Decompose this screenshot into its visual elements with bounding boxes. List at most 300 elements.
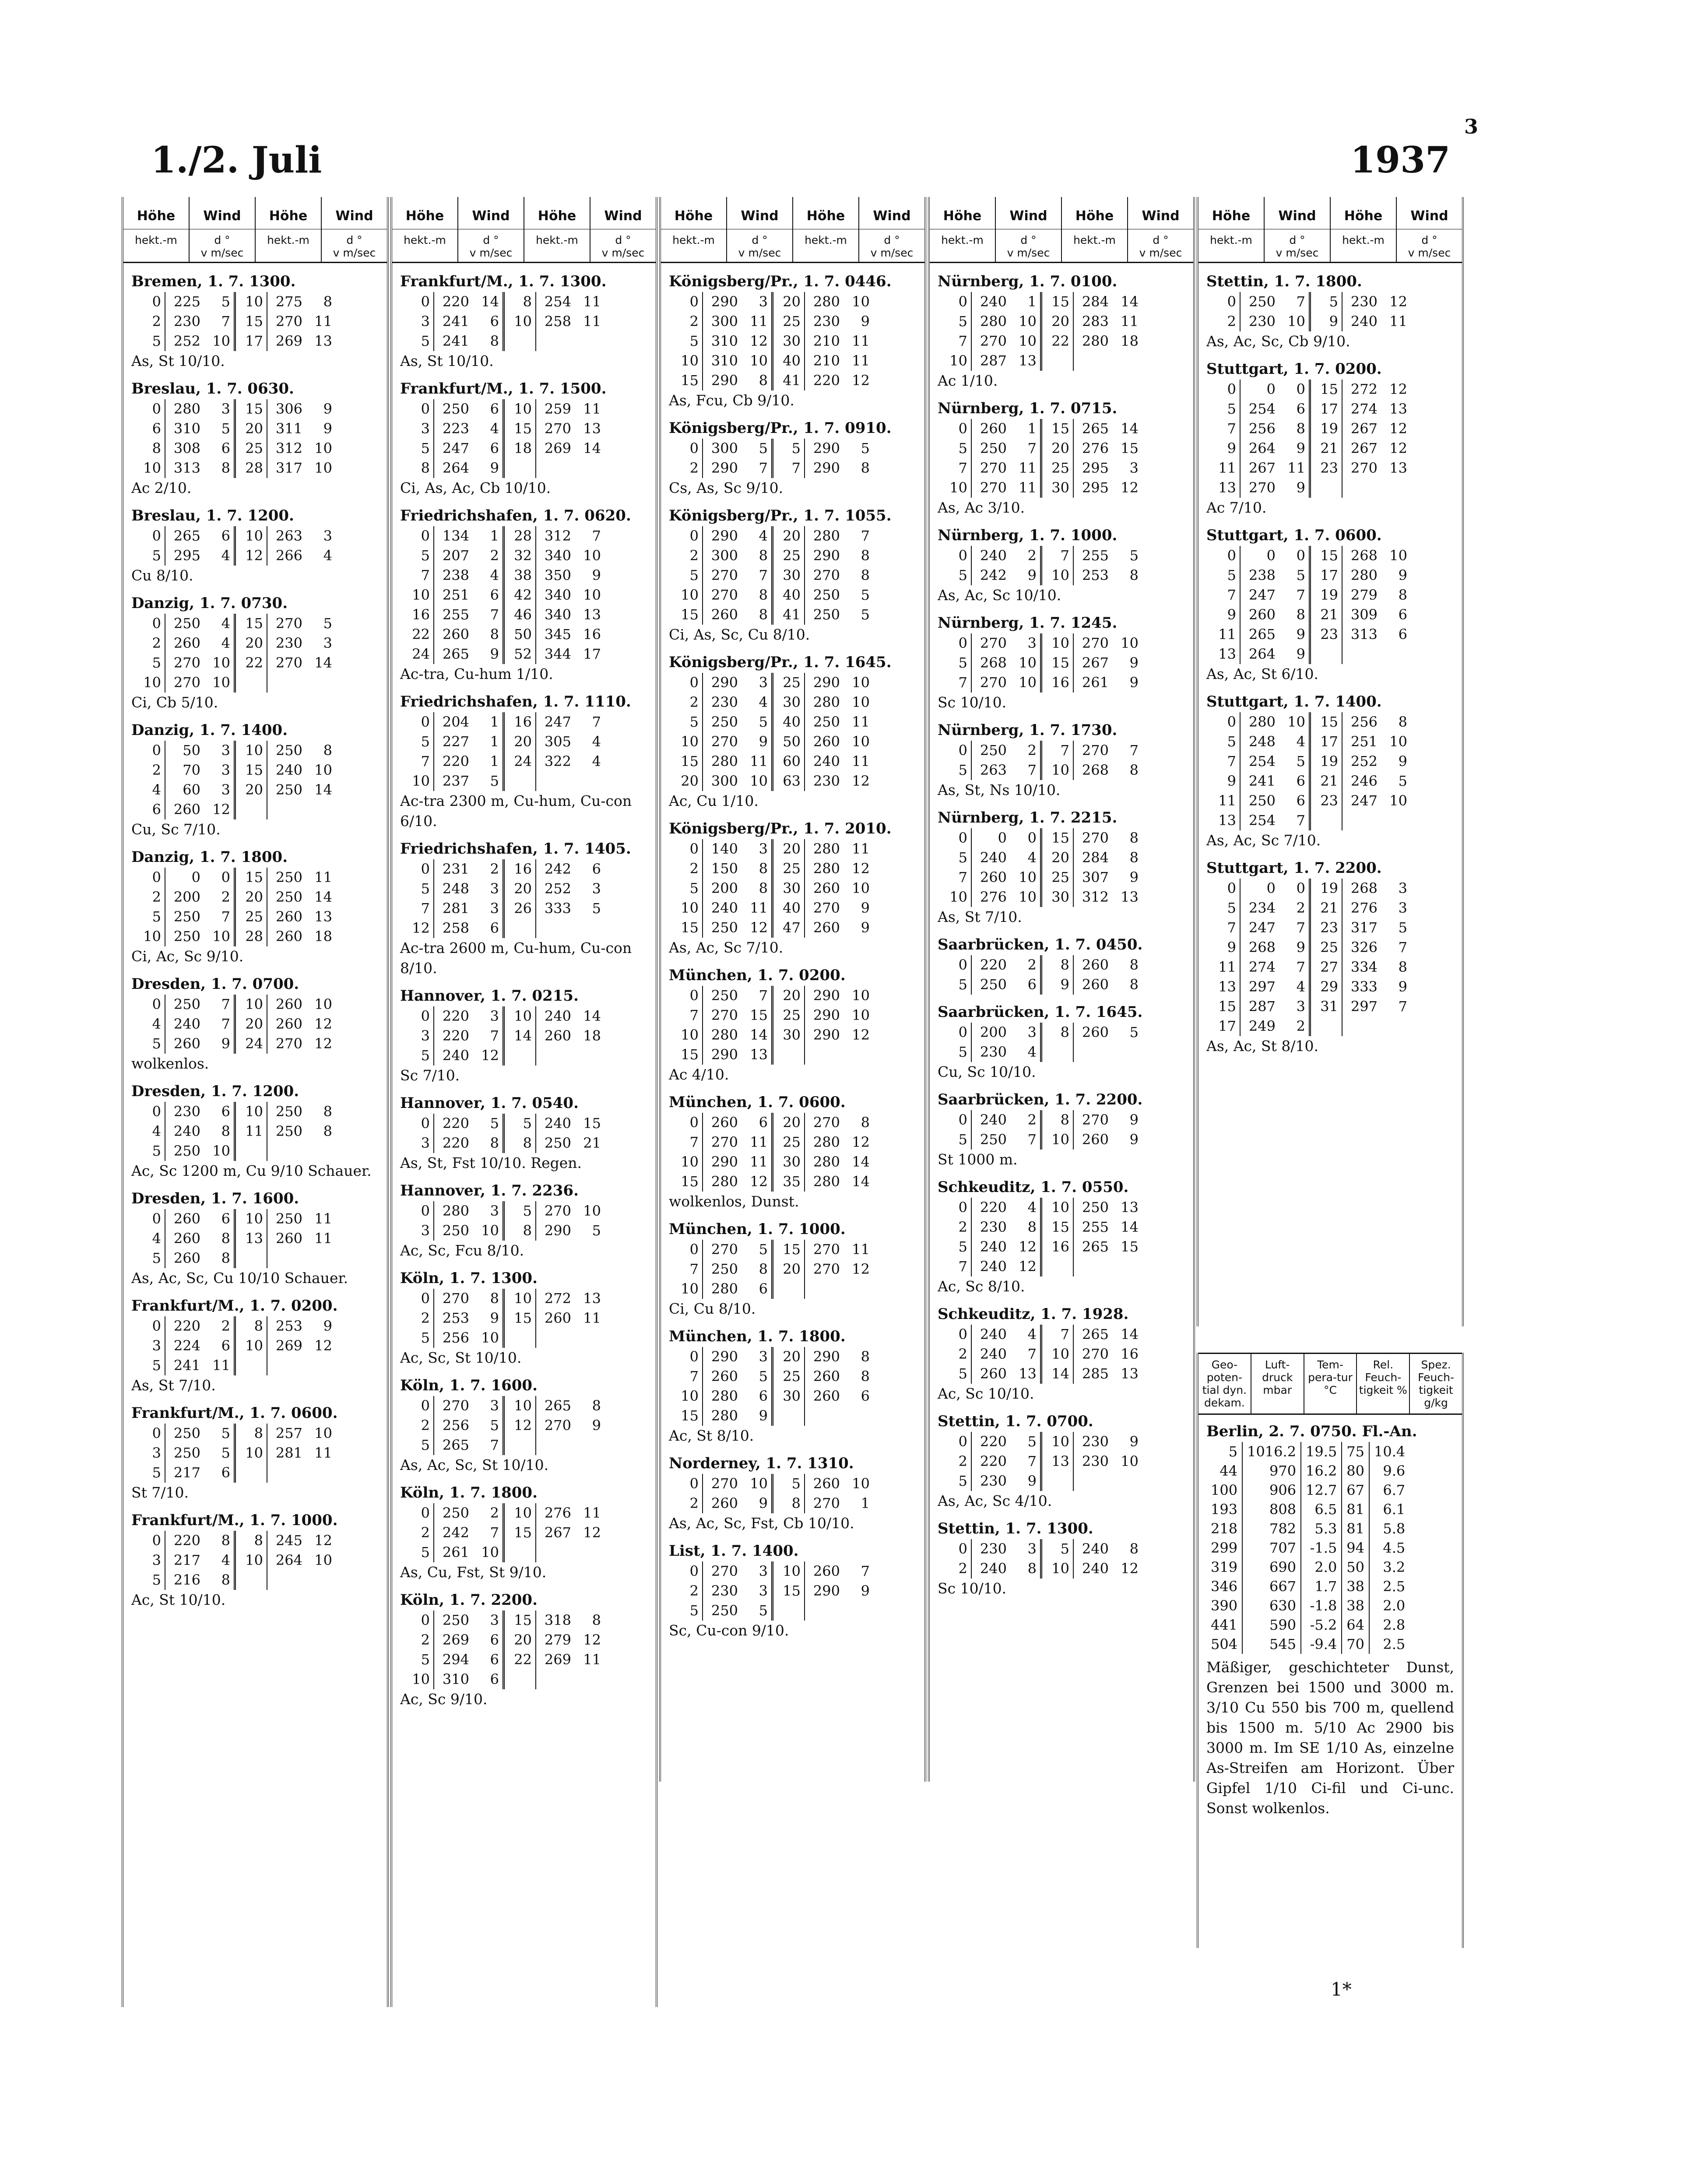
direction-cell: 220 (813, 372, 840, 389)
station-title: Danzig, 1. 7. 1400. (131, 721, 288, 739)
direction-cell: 268 (1082, 762, 1109, 778)
direction-cell (1073, 1257, 1112, 1276)
table-row (403, 1006, 604, 1026)
altitude-cell: 5 (1310, 292, 1343, 312)
direction-cell: 311 (275, 420, 302, 437)
altitude-cell: 10 (134, 927, 165, 946)
header-wind-label: Wind (1265, 197, 1330, 229)
speed-cell: 15 (1121, 1238, 1139, 1255)
altitude-cell: 14 (504, 1026, 536, 1046)
direction-cell: 250 (980, 976, 1007, 993)
altitude-cell: 30 (773, 1152, 805, 1172)
spec-humidity-cell: 2.5 (1383, 1578, 1406, 1595)
speed-cell: 6 (1279, 399, 1310, 419)
speed-cell: 6 (204, 526, 235, 546)
direction-cell (267, 1141, 306, 1161)
speed-cell: 9 (592, 567, 601, 584)
direction-cell: 260 (544, 1310, 571, 1326)
direction-cell: 267 (1350, 440, 1378, 457)
altitude-cell: 25 (773, 312, 805, 331)
speed-cell: 13 (1121, 1365, 1139, 1382)
speed-cell: 11 (742, 752, 773, 771)
speed-cell: 8 (204, 1122, 235, 1141)
wind-table (403, 292, 605, 351)
direction-cell: 207 (442, 547, 469, 564)
table-row (671, 351, 873, 371)
speed-cell: 3 (323, 635, 332, 651)
spec-humidity-cell: 6.7 (1383, 1482, 1406, 1498)
altitude-cell: 3 (403, 419, 434, 439)
speed-cell: 3 (742, 673, 773, 693)
altitude-cell: 9 (1209, 439, 1240, 458)
direction-cell: 250 (275, 781, 302, 798)
cloud-remark: Ac, Sc, Fcu 8/10. (400, 1242, 524, 1259)
altitude-cell: 10 (940, 887, 971, 907)
speed-cell: 10 (1121, 1453, 1139, 1470)
altitude-cell: 10 (1041, 1432, 1074, 1452)
altitude-cell: 9 (1209, 938, 1240, 957)
speed-cell: 8 (473, 625, 504, 644)
header-direction-unit: d ° (214, 234, 230, 246)
table-row (403, 1670, 604, 1689)
speed-cell: 10 (314, 1552, 332, 1568)
speed-cell: 2 (1010, 546, 1041, 566)
table-row (940, 741, 1142, 760)
direction-cell: 268 (980, 654, 1007, 671)
table-row (671, 371, 873, 390)
direction-cell: 280 (173, 401, 200, 417)
altitude-cell: 7 (671, 1006, 703, 1025)
direction-cell: 290 (813, 1582, 840, 1599)
direction-cell: 280 (1350, 567, 1378, 584)
table-row (134, 1336, 336, 1356)
altitude-cell: 63 (773, 771, 805, 791)
table-row (940, 419, 1142, 439)
speed-cell: 3 (473, 879, 504, 899)
header-hoehe (524, 197, 590, 262)
speed-cell: 9 (1129, 654, 1139, 671)
altitude-cell (235, 1463, 267, 1483)
altitude-cell: 2 (671, 546, 703, 566)
direction-cell: 280 (813, 293, 840, 310)
altitude-cell: 20 (773, 986, 805, 1006)
altitude-cell: 7 (1209, 585, 1240, 605)
altitude-cell (504, 458, 536, 478)
speed-cell (1381, 1016, 1411, 1036)
direction-cell: 224 (173, 1337, 200, 1354)
direction-cell: 220 (442, 1135, 469, 1151)
rel-humidity-cell: 81 (1342, 1500, 1369, 1519)
table-row (403, 625, 604, 644)
speed-cell: 2 (1010, 955, 1041, 975)
altitude-cell: 16 (504, 859, 536, 879)
speed-cell: 13 (1010, 351, 1041, 371)
altitude-cell: 15 (235, 614, 267, 633)
direction-cell: 250 (173, 928, 200, 945)
altitude-cell: 10 (403, 771, 434, 791)
table-row (1209, 977, 1411, 997)
speed-cell: 7 (1279, 918, 1310, 938)
speed-cell (306, 1570, 336, 1590)
direction-cell: 220 (442, 1027, 469, 1044)
header-wind-label: Wind (859, 197, 924, 229)
cloud-remark: As, Fcu, Cb 9/10. (669, 392, 794, 409)
speed-cell: 12 (852, 1134, 870, 1150)
temperature-cell: -9.4 (1301, 1635, 1342, 1654)
wind-table (403, 1114, 605, 1153)
direction-cell: 265 (544, 1397, 571, 1414)
cloud-remark: Ac, Sc 1200 m, Cu 9/10 Schauer. (131, 1162, 372, 1179)
speed-cell: 11 (852, 352, 870, 369)
altitude-cell: 10 (940, 351, 971, 371)
altitude-cell: 5 (403, 439, 434, 458)
station-title: Dresden, 1. 7. 0700. (131, 975, 299, 993)
direction-cell: 279 (1350, 587, 1378, 603)
table-row (134, 312, 336, 331)
direction-cell (805, 1406, 843, 1426)
station-title: Frankfurt/M., 1. 7. 1500. (400, 380, 607, 397)
station-observation (938, 934, 1185, 995)
wind-table (940, 1198, 1142, 1276)
direction-cell: 200 (711, 880, 738, 897)
direction-cell: 260 (813, 1563, 840, 1579)
speed-cell: 12 (742, 331, 773, 351)
speed-cell: 7 (742, 566, 773, 585)
direction-cell: 240 (980, 849, 1007, 866)
altitude-cell: 5 (1209, 732, 1240, 752)
speed-cell (306, 800, 336, 819)
altitude-cell: 7 (1209, 419, 1240, 439)
altitude-cell: 25 (235, 907, 267, 927)
speed-cell: 4 (1010, 1325, 1041, 1344)
speed-cell: 8 (1398, 959, 1407, 975)
altitude-cell: 14 (1041, 1364, 1074, 1384)
direction-cell: 0 (998, 830, 1007, 846)
header-direction-unit: d ° (615, 234, 631, 246)
direction-cell: 248 (442, 880, 469, 897)
speed-cell: 3 (592, 880, 601, 897)
speed-cell: 3 (473, 899, 504, 918)
table-row (1209, 1016, 1411, 1036)
direction-cell: 270 (980, 674, 1007, 691)
speed-cell: 5 (473, 771, 504, 791)
speed-cell: 5 (1398, 773, 1407, 789)
altitude-cell: 15 (671, 1045, 703, 1065)
table-row (1209, 644, 1411, 664)
direction-cell: 231 (442, 861, 469, 877)
speed-cell: 6 (592, 861, 601, 877)
speed-cell (575, 1046, 604, 1065)
direction-cell: 238 (442, 567, 469, 584)
table-row (1206, 1558, 1409, 1577)
altitude-cell: 42 (504, 585, 536, 605)
altitude-cell: 15 (1310, 712, 1343, 732)
speed-cell: 3 (742, 839, 773, 859)
table-row (1209, 566, 1411, 585)
header-units (322, 229, 387, 262)
table-row (671, 1045, 873, 1065)
altitude-cell: 17 (1310, 399, 1343, 419)
table-row (940, 975, 1142, 995)
speed-cell: 10 (204, 927, 235, 946)
header-wind-label: Wind (590, 197, 656, 229)
altitude-cell (1041, 1257, 1074, 1276)
speed-cell: 13 (742, 1045, 773, 1065)
altitude-cell: 21 (1310, 605, 1343, 625)
altitude-cell: 5 (940, 1364, 971, 1384)
direction-cell: 269 (275, 333, 302, 349)
wind-table (403, 859, 605, 938)
table-row (134, 760, 336, 780)
speed-cell: 3 (1129, 460, 1139, 476)
station-observation (131, 271, 379, 371)
altitude-cell: 5 (134, 1248, 165, 1268)
direction-cell: 260 (275, 908, 302, 925)
direction-cell: 254 (1248, 753, 1276, 770)
speed-cell: 1 (473, 526, 504, 546)
altitude-cell: 30 (773, 879, 805, 898)
table-row (134, 419, 336, 439)
cloud-remark: Sc, Cu-con 9/10. (669, 1622, 789, 1639)
direction-cell: 279 (544, 1632, 571, 1648)
direction-cell (267, 1356, 306, 1375)
station-title: Frankfurt/M., 1. 7. 1300. (400, 273, 607, 290)
speed-cell: 11 (742, 1152, 773, 1172)
cloud-remark: Cu, Sc 10/10. (938, 1063, 1036, 1080)
table-row (671, 859, 873, 879)
table-row (940, 828, 1142, 848)
direction-cell (536, 1046, 575, 1065)
altitude-cell: 0 (671, 292, 703, 312)
spec-humidity-cell: 5.8 (1383, 1520, 1406, 1537)
altitude-cell: 60 (773, 752, 805, 771)
table-row (940, 1471, 1142, 1491)
direction-cell: 345 (544, 626, 571, 643)
header-direction-unit: d ° (483, 234, 499, 246)
wind-table (940, 1023, 1142, 1062)
speed-cell: 10 (204, 1141, 235, 1161)
cloud-remark: Sc 7/10. (400, 1067, 460, 1084)
altitude-cell: 7 (940, 331, 971, 351)
cloud-remark: St 1000 m. (938, 1151, 1018, 1168)
direction-cell: 240 (1350, 313, 1378, 330)
altitude-cell: 20 (773, 292, 805, 312)
direction-cell: 310 (711, 352, 738, 369)
direction-cell: 237 (442, 773, 469, 789)
speed-cell: 12 (1389, 420, 1407, 437)
table-row (671, 839, 873, 859)
cloud-remark: Ac, St 8/10. (669, 1427, 754, 1444)
direction-cell: 258 (544, 313, 571, 330)
direction-cell: 270 (544, 420, 571, 437)
speed-cell: 12 (204, 800, 235, 819)
table-row (1209, 625, 1411, 644)
altitude-cell: 9 (1310, 312, 1343, 331)
header-hekt-label: hekt.-m (1210, 234, 1252, 246)
altitude-cell (1310, 478, 1343, 498)
altitude-cell (504, 1328, 536, 1348)
table-row (671, 1172, 873, 1192)
geopotential-cell: 390 (1206, 1596, 1242, 1615)
header-speed-unit: v m/sec (1007, 246, 1050, 259)
table-row (403, 1289, 604, 1308)
station-title: Stuttgart, 1. 7. 1400. (1206, 693, 1382, 710)
station-observation (669, 1092, 917, 1212)
direction-cell: 290 (813, 1348, 840, 1365)
altitude-cell: 7 (1041, 1325, 1074, 1344)
direction-cell (536, 1543, 575, 1562)
altitude-cell (504, 918, 536, 938)
direction-cell: 260 (173, 1210, 200, 1227)
speed-cell: 8 (1010, 1559, 1041, 1579)
direction-cell: 260 (173, 1250, 200, 1266)
speed-cell (843, 1279, 873, 1299)
table-row (403, 1046, 604, 1065)
altitude-cell: 8 (1041, 1110, 1074, 1130)
speed-cell: 11 (583, 313, 601, 330)
geopotential-cell: 5 (1206, 1442, 1242, 1461)
direction-cell: 227 (442, 733, 469, 750)
table-row (671, 986, 873, 1006)
direction-cell: 310 (442, 1671, 469, 1688)
speed-cell: 8 (861, 1114, 870, 1131)
wind-table (134, 1209, 336, 1268)
altitude-cell: 11 (1209, 625, 1240, 644)
altitude-cell: 21 (1310, 898, 1343, 918)
cloud-remark: Ci, Ac, Sc 9/10. (131, 948, 244, 965)
altitude-cell: 5 (1209, 566, 1240, 585)
speed-cell: 9 (592, 1417, 601, 1434)
table-row (671, 1259, 873, 1279)
temperature-cell: 6.5 (1301, 1500, 1342, 1519)
direction-cell: 230 (1082, 1453, 1109, 1470)
altitude-cell: 5 (134, 331, 165, 351)
altitude-cell: 5 (403, 1435, 434, 1455)
wind-table (134, 399, 336, 478)
table-row (1206, 1615, 1409, 1635)
speed-cell (306, 1248, 336, 1268)
cloud-remark: As, Ac, Sc, Fst, Cb 10/10. (669, 1515, 854, 1532)
direction-cell: 240 (544, 1008, 571, 1024)
direction-cell: 260 (275, 1230, 302, 1247)
altitude-cell: 3 (134, 1336, 165, 1356)
header-units (1265, 229, 1330, 262)
altitude-cell: 24 (235, 1034, 267, 1054)
station-observation (938, 1411, 1185, 1511)
altitude-cell: 5 (940, 439, 971, 458)
cloud-remark: As, Cu, Fst, St 9/10. (400, 1564, 547, 1581)
speed-cell (1112, 351, 1142, 371)
speed-cell (1381, 478, 1411, 498)
station-title: Schkeuditz, 1. 7. 1928. (938, 1305, 1129, 1323)
station-observation (938, 807, 1185, 927)
speed-cell: 7 (1010, 1344, 1041, 1364)
geopotential-cell: 319 (1206, 1558, 1242, 1577)
altitude-cell: 0 (134, 1424, 165, 1443)
station-observation (131, 1081, 379, 1181)
wind-table (403, 1201, 605, 1241)
speed-cell: 9 (1010, 566, 1041, 585)
speed-cell: 0 (1279, 380, 1310, 399)
speed-cell: 5 (742, 1367, 773, 1386)
direction-cell: 295 (1082, 460, 1109, 476)
altitude-cell: 8 (504, 1221, 536, 1241)
station-observation (400, 505, 648, 684)
speed-cell: 5 (742, 712, 773, 732)
speed-cell: 8 (1129, 976, 1139, 993)
altitude-cell: 10 (1041, 633, 1074, 653)
direction-cell: 230 (1350, 293, 1378, 310)
station-observation (938, 525, 1185, 605)
direction-cell: 70 (183, 762, 200, 778)
speed-cell: 13 (1121, 889, 1139, 905)
cloud-remark: Ac 1/10. (938, 372, 998, 389)
cloud-remark: As, Ac, St 6/10. (1206, 665, 1318, 682)
pressure-cell: 808 (1242, 1500, 1301, 1519)
altitude-cell (235, 673, 267, 693)
speed-cell: 5 (204, 1424, 235, 1443)
altitude-cell: 7 (940, 868, 971, 887)
speed-cell: 8 (323, 742, 332, 759)
speed-cell: 5 (473, 1114, 504, 1133)
direction-cell: 270 (813, 567, 840, 584)
speed-cell: 10 (1389, 547, 1407, 564)
speed-cell: 9 (473, 458, 504, 478)
altitude-cell: 16 (1041, 1237, 1074, 1257)
rs-header-rel-humidity: Rel. Feuch-tigkeit % (1357, 1354, 1410, 1414)
speed-cell: 9 (204, 1034, 235, 1054)
altitude-cell: 20 (1041, 312, 1074, 331)
direction-cell: 333 (1350, 978, 1378, 995)
direction-cell: 220 (442, 293, 469, 310)
direction-cell: 256 (442, 1417, 469, 1434)
speed-cell: 8 (473, 1133, 504, 1153)
speed-cell: 8 (1129, 762, 1139, 778)
speed-cell: 14 (852, 1153, 870, 1170)
altitude-cell: 13 (1041, 1452, 1074, 1471)
cloud-remark: Ac, Sc 8/10. (938, 1278, 1025, 1295)
speed-cell: 7 (1129, 742, 1139, 759)
table-row (1206, 1596, 1409, 1615)
speed-cell (575, 1435, 604, 1455)
altitude-cell: 10 (134, 458, 165, 478)
speed-cell: 11 (1010, 478, 1041, 498)
data-column-1 (122, 197, 389, 2007)
column-header (661, 197, 924, 263)
station-observation (1206, 359, 1454, 518)
station-observation (1206, 525, 1454, 684)
direction-cell: 283 (1082, 313, 1109, 330)
direction-cell: 250 (275, 1103, 302, 1120)
station-observation (669, 1453, 917, 1533)
altitude-cell: 0 (940, 292, 971, 312)
wind-table (134, 1424, 336, 1483)
altitude-cell: 0 (671, 986, 703, 1006)
cloud-remark: As, Ac, Sc 4/10. (938, 1492, 1052, 1509)
speed-cell: 9 (1129, 1131, 1139, 1148)
table-row (134, 399, 336, 419)
speed-cell: 5 (204, 292, 235, 312)
altitude-cell: 5 (940, 1237, 971, 1257)
cloud-remark: As, St 7/10. (938, 908, 1022, 925)
speed-cell: 12 (583, 1632, 601, 1648)
direction-cell: 317 (1350, 919, 1378, 936)
table-row (1209, 938, 1411, 957)
direction-cell: 220 (173, 1532, 200, 1549)
header-wind (590, 197, 656, 262)
speed-cell: 12 (852, 1261, 870, 1277)
direction-cell: 270 (1248, 479, 1276, 496)
